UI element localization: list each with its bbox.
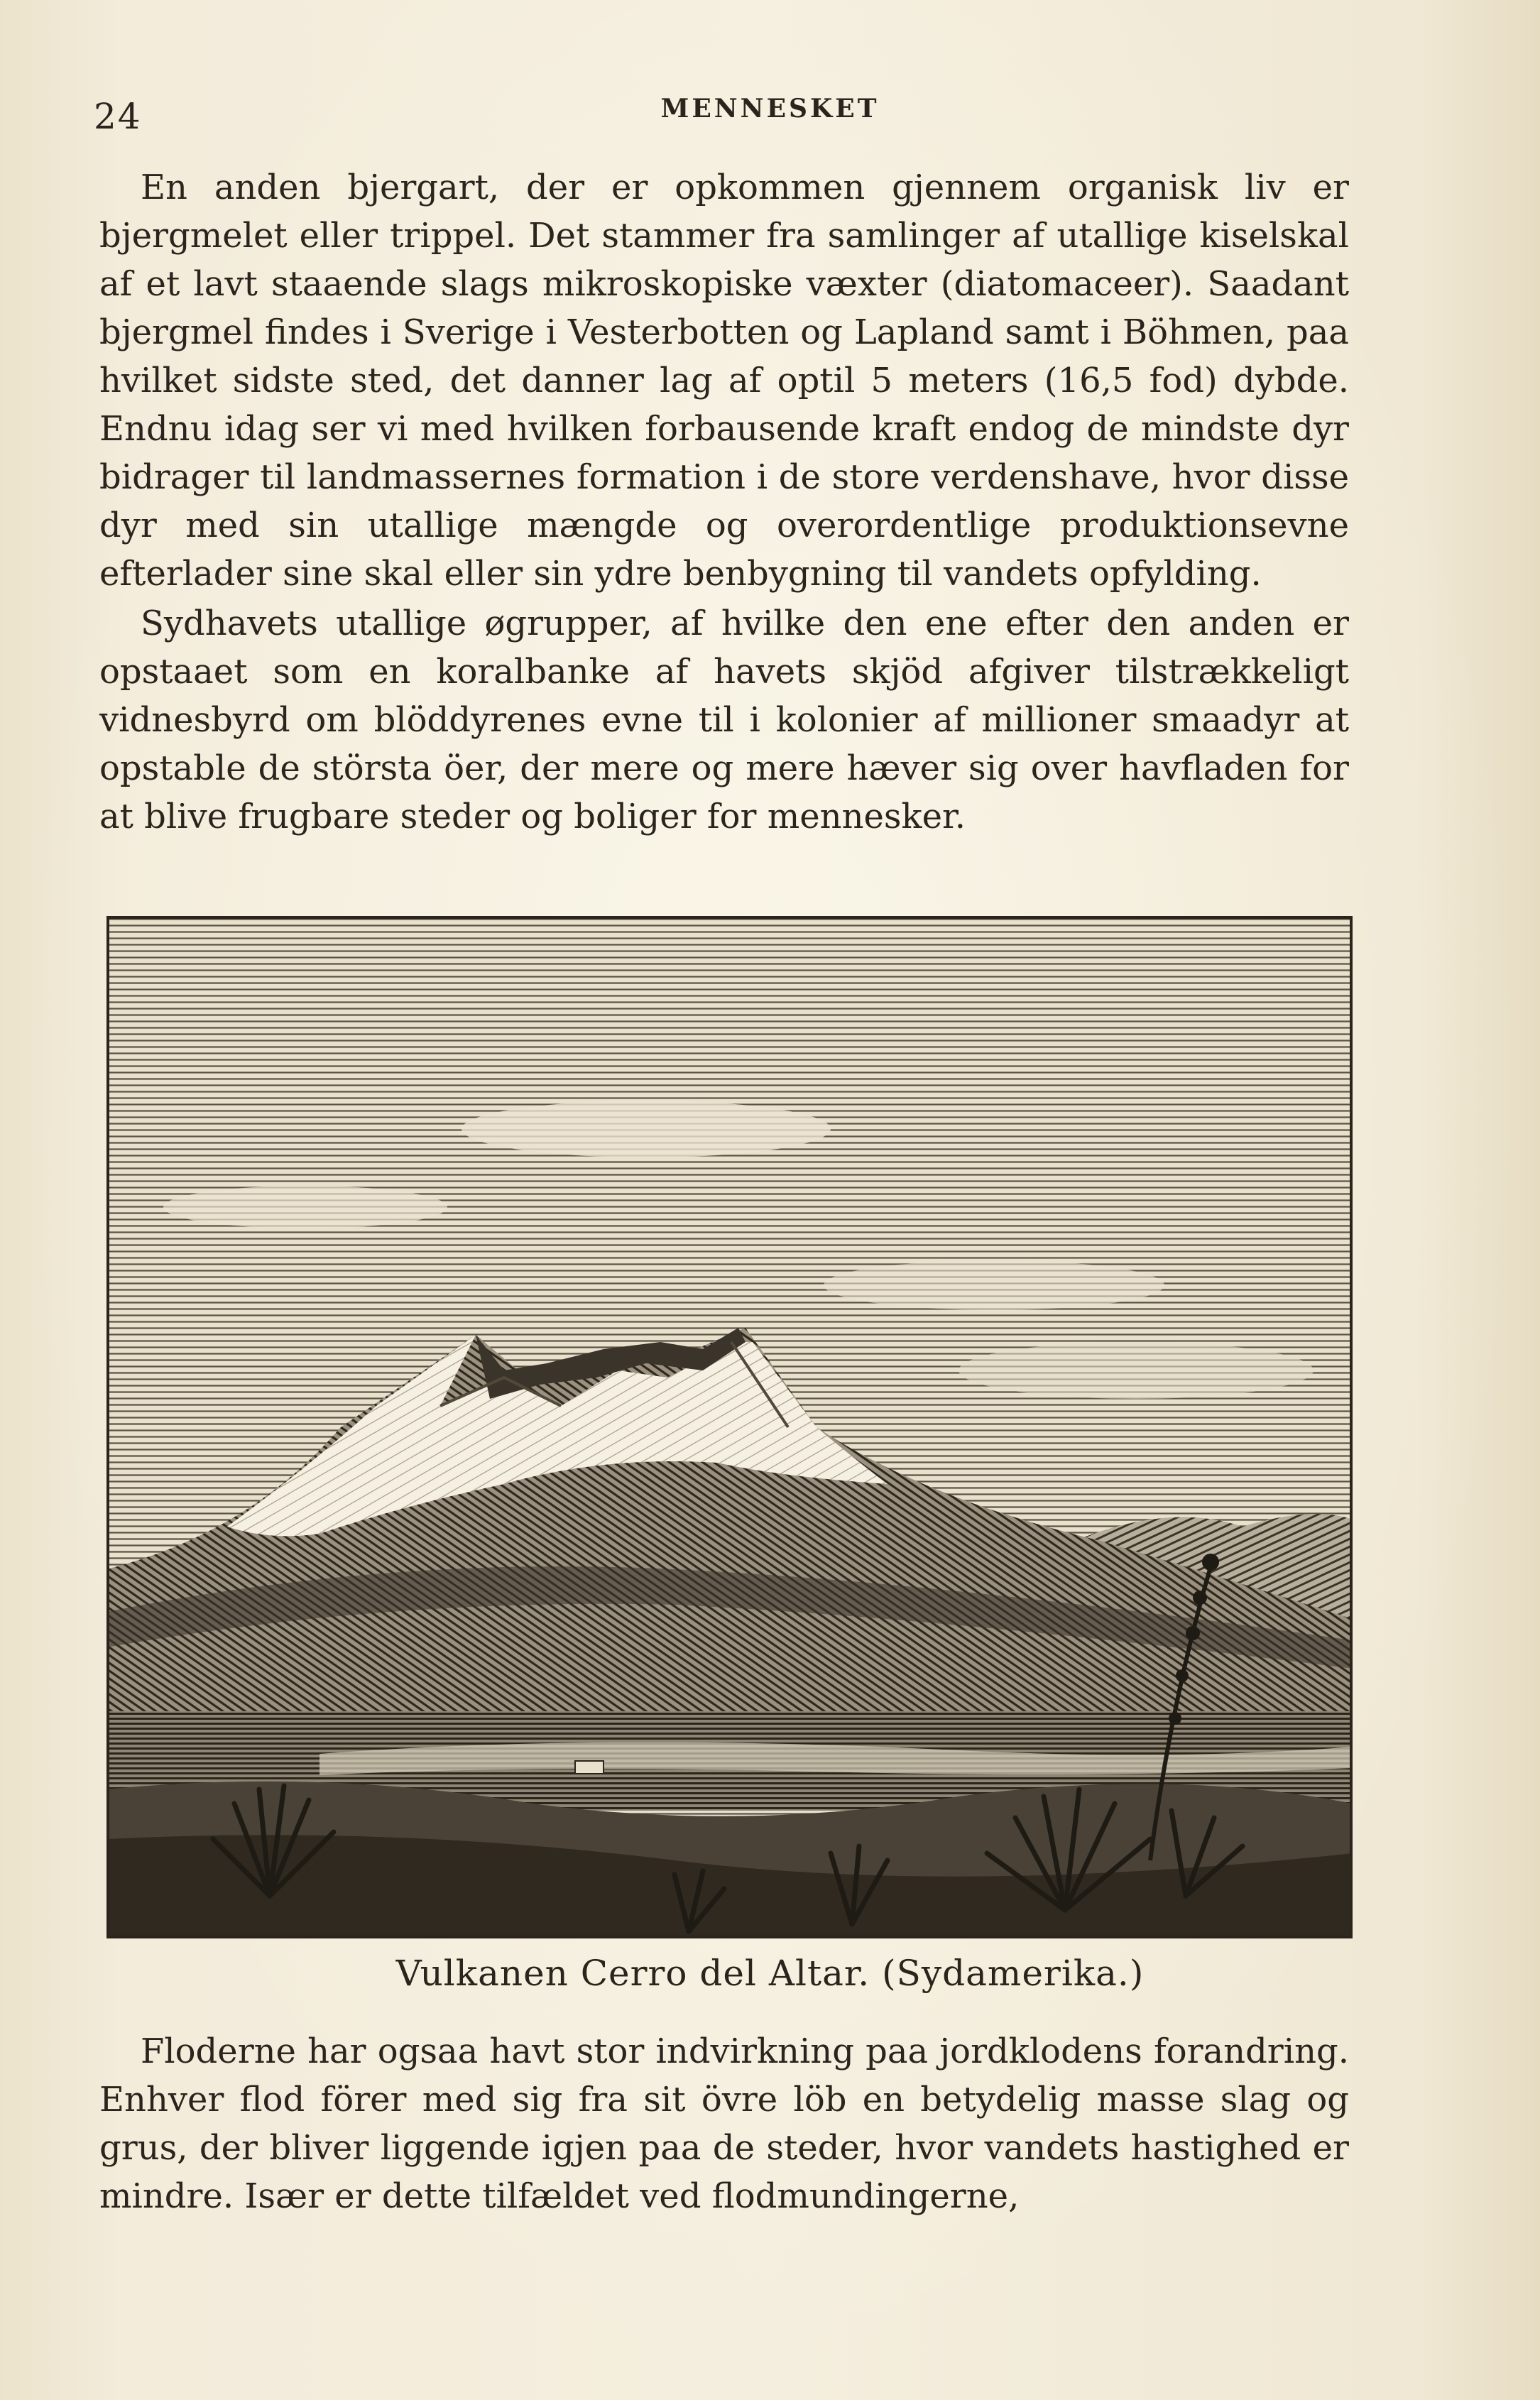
page-number: 24: [94, 96, 142, 137]
paragraph-floderne: Floderne har ogsaa havt stor indvirkning paa jordklodens forandring. Enhver flod förer med sig fra sit övre löb en betydelig masse slag og grus, der bliver liggende igjen paa de steder, hvor vandets hastighed er mindre. Især er dette tilfældet ved flodmundingerne,: [99, 2031, 1349, 2216]
volcano-illustration: [107, 916, 1353, 1938]
figure-caption: Vulkanen Cerro del Altar. (Sydamerika.): [395, 1953, 1145, 1994]
volcano-engraving: [107, 916, 1353, 1938]
body-text-top: [99, 163, 1349, 841]
paragraph-sydhavet: Sydhavets utallige øgrupper, af hvilke den ene efter den anden er opstaaet som en koralbanke af havets skjöd afgiver tilstrækkeligt vidnesbyrd om blöddyrenes evne til i kolonier af millioner smaadyr at opstable de största öer, der mere og mere hæver sig over havfladen for at blive frugbare steder og boliger for mennesker.: [99, 604, 1349, 836]
body-text-bottom: [99, 2027, 1349, 2220]
running-head: MENNESKET: [660, 94, 880, 124]
paragraph-bjergmel: En anden bjergart, der er opkommen gjennem organisk liv er bjergmelet eller trippel. Det stammer fra samlinger af utallige kiselskal af et lavt staaende slags mikroskopiske væxter (diatomaceer). Saadant bjergmel findes i Sverige i Vesterbotten og Lapland samt i Böhmen, paa hvilket sidste sted, det danner lag af optil 5 meters (16,5 fod) dybde. Endnu idag ser vi med hvilken forbausende kraft endog de mindste dyr bidrager til landmassernes formation i de store verdenshave, hvor disse dyr med sin utallige mængde og overordentlige produktionsevne efterlader sine skal eller sin ydre benbygning til vandets opfylding.: [99, 168, 1349, 594]
